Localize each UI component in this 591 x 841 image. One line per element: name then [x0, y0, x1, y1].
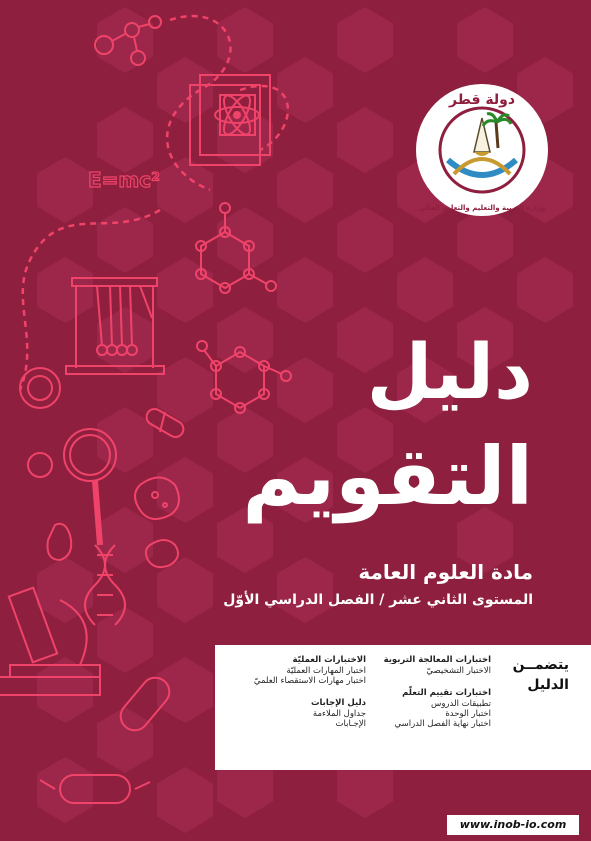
section-item: تطبيقات الدروس	[430, 699, 491, 709]
petri-dish-icon	[20, 368, 60, 477]
includes-label: يتضمــن الدليل	[512, 657, 569, 693]
contents-column-left	[226, 655, 366, 741]
title-line-1: دليل	[366, 327, 533, 416]
section-heading: دليل الإجابات	[310, 698, 366, 708]
section-item: اختبار نهاية الفصل الدراسي	[394, 719, 491, 729]
section-remedial	[371, 655, 491, 676]
contents-card	[215, 645, 591, 770]
section-item: الاختبار التشخيصيّ	[426, 666, 491, 676]
section-heading: اختبارات تقييم التعلّم	[402, 688, 491, 698]
website-url[interactable]: www.inob-io.com	[447, 815, 579, 835]
logo-ministry-text: وزارة التربية والتعليم والتعليم العالي	[418, 204, 546, 212]
section-heading: اختبارات المعالجة التربوية	[383, 655, 491, 665]
qatar-emblem	[414, 82, 550, 218]
section-item: جداول الملاءمة	[312, 709, 366, 719]
section-heading: الاختبارات العمليّة	[292, 655, 366, 665]
section-item: اختبار مهارات الاستقصاء العلميّ	[253, 676, 366, 686]
level-subtitle: المستوى الثاني عشر / الفصل الدراسي الأوّل	[223, 592, 533, 608]
section-item: الإجـابات	[335, 719, 366, 729]
section-answers	[226, 698, 366, 729]
section-item: اختبار الوحدة	[445, 709, 491, 719]
subject-title: مادة العلوم العامة	[358, 560, 533, 584]
section-item: اختبار المهارات العمليّة	[286, 666, 366, 676]
formula-text: E=mc²	[88, 168, 160, 192]
title-line-2: التقويم	[242, 430, 533, 523]
logo-country-text: دولة قطر	[448, 92, 516, 108]
section-assessment	[371, 688, 491, 729]
section-practical	[226, 655, 366, 686]
contents-column-right	[371, 655, 491, 741]
